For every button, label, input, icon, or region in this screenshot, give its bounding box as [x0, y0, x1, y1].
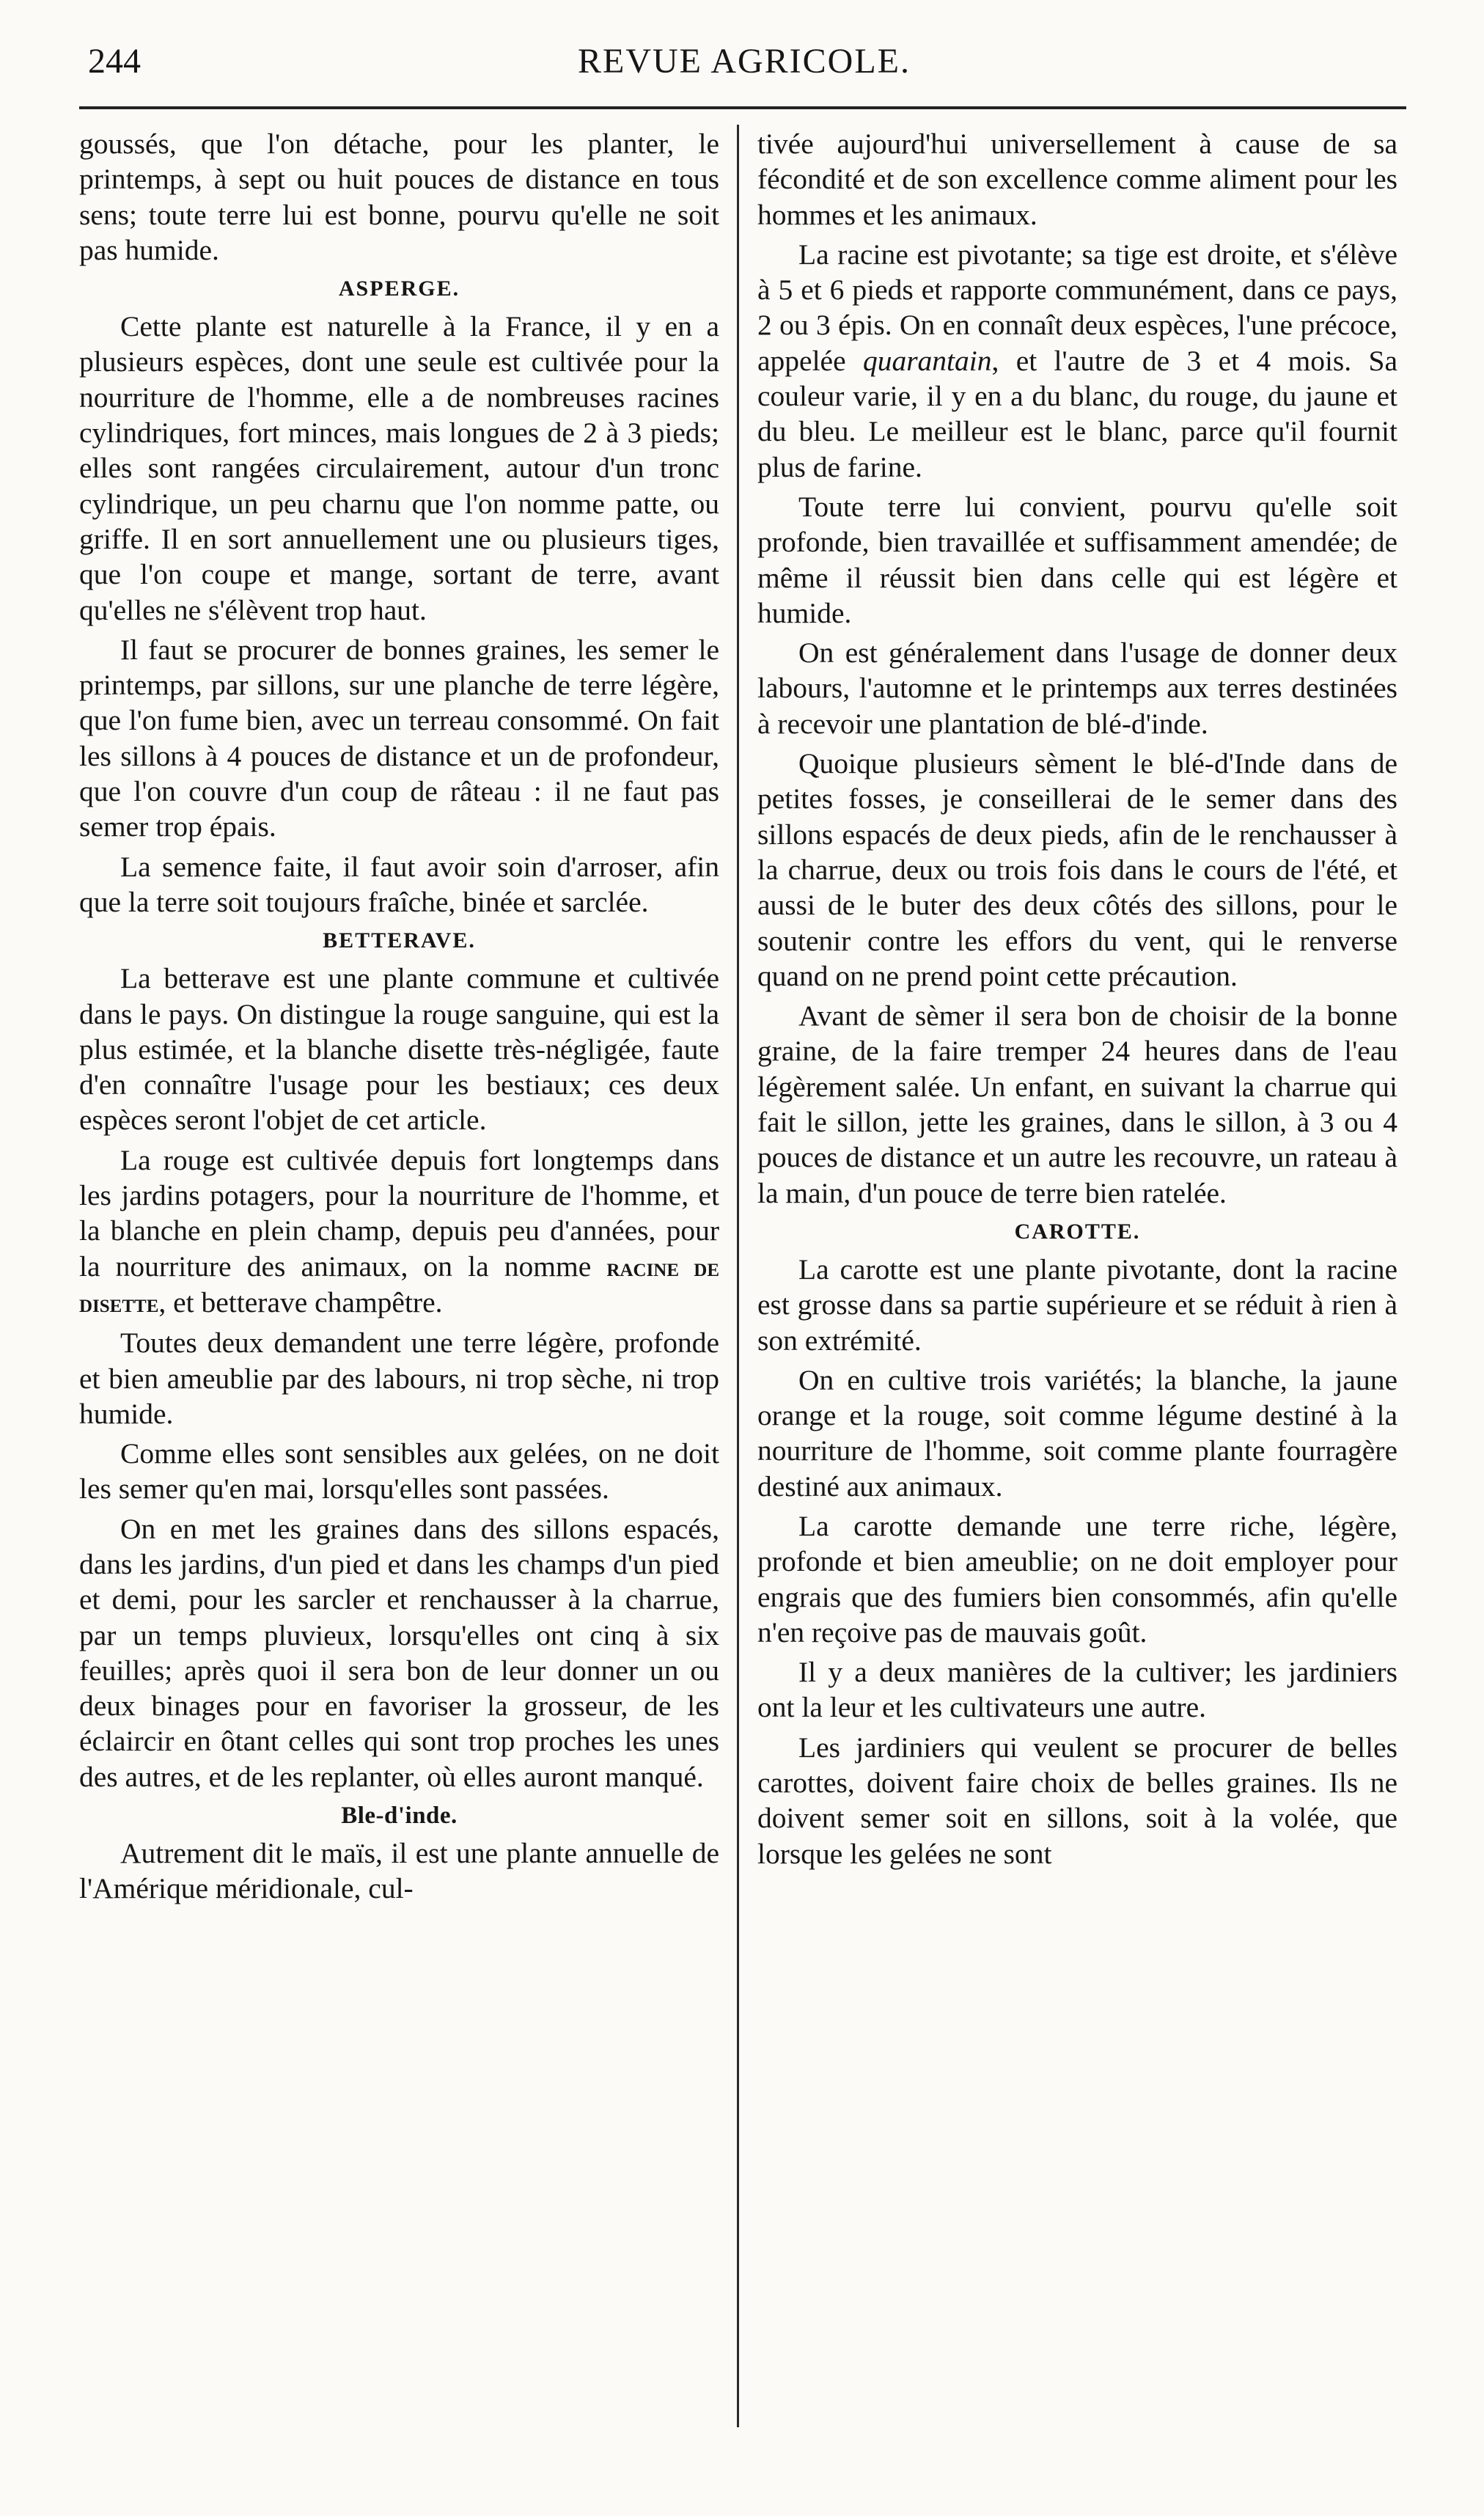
paragraph: On en met les graines dans des sillons espacés, dans les jardins, d'un pied et dans les champs d'un pied et demi, pour les sarcler et renchausser à la charrue, par un temps pluvieux, lorsqu'elles ont cinq à six feuilles; après quoi il sera bon de leur donner un ou deux binages pour en favoriser la grosseur, de les éclaircir en ôtant celles qui sont trop proches les unes des autres, et de les replanter, où elles auront manqué.: [79, 1512, 719, 1793]
italic-term: quarantain: [862, 344, 992, 377]
header-rule: [79, 106, 1406, 109]
paragraph: Autrement dit le maïs, il est une plante annuelle de l'Amérique méridionale, cul-: [79, 1837, 719, 1905]
paragraph: Il faut se procurer de bonnes graines, les semer le printemps, par sillons, sur une planche de terre légère, que l'on fume bien, avec un terreau consommé. On fait les sillons à 4 pouces de distance et un de profondeur, que l'on couvre d'un coup de râteau : il ne faut pas semer trop épais.: [79, 633, 719, 843]
text-run: , et betterave champêtre.: [158, 1285, 443, 1318]
paragraph: Comme elles sont sensibles aux gelées, on ne doit les semer qu'en mai, lorsqu'elles sont passées.: [79, 1437, 719, 1505]
paragraph: Il y a deux manières de la cultiver; les jardiniers ont la leur et les cultivateurs une autre.: [757, 1656, 1397, 1724]
text-run: La rouge est cultivée depuis fort longtemps dans les jardins potagers, pour la nourriture de l'homme, et la blanche en plein champ, depuis peu d'années, pour la nourriture des animaux, on la nomme: [79, 1143, 719, 1283]
paragraph: Quoique plusieurs sèment le blé-d'Inde dans de petites fosses, je conseillerai de le semer dans des sillons espacés de deux pieds, afin de le renchausser à la charrue, deux ou trois fois dans le cours de l'été, et aussi de le buter des deux côtés des sillons, pour le soutenir contre les effors du vent, qui le renverse quand on ne prend point cette précaution.: [757, 747, 1397, 992]
right-column: [757, 126, 1397, 1876]
paragraph: Les jardiniers qui veulent se procurer de belles carottes, doivent faire choix de belles graines. Ils ne doivent semer soit en sillons, soit à la volée, que lorsque les gelées ne sont: [757, 1731, 1397, 1870]
small-caps-term: racine de disette: [79, 1252, 720, 1318]
page-header: [88, 35, 1400, 92]
paragraph: Toutes deux demandent une terre légère, profonde et bien ameublie par des labours, ni trop sèche, ni trop humide.: [79, 1327, 719, 1430]
paragraph: Avant de sèmer il sera bon de choisir de la bonne graine, de la faire tremper 24 heures dans de l'eau légèrement salée. Un enfant, en suivant la charrue qui fait le sillon, jette les graines, dans le sillon, à 3 ou 4 pouces de distance et un autre les recouvre, un rateau à la main, d'un pouce de terre bien ratelée.: [757, 1000, 1397, 1209]
paragraph: Cette plante est naturelle à la France, il y en a plusieurs espèces, dont une seule est cultivée pour la nourriture de l'homme, elle a de nombreuses racines cylindriques, fort minces, mais longues de 2 à 3 pieds; elles sont rangées circulairement, autour d'un tronc cylindrique, un peu charnu que l'on nomme patte, ou griffe. Il en sort annuellement une ou plusieurs tiges, que l'on coupe et mange, sortant de terre, avant qu'elles ne s'élèvent trop haut.: [79, 310, 719, 626]
section-heading-asperge: ASPERGE.: [338, 276, 460, 301]
paragraph: La carotte est une plante pivotante, dont la racine est grosse dans sa partie supérieure et se réduit à rien à son extrémité.: [757, 1253, 1397, 1357]
text-run: , et l'autre de 3 et 4 mois. Sa couleur varie, il y en a du blanc, du rouge, du jaune et du bleu. Le meilleur est le blanc, parce qu'il fournit plus de farine.: [757, 344, 1397, 483]
text-run: La racine est pivotante; sa tige est droite, et s'élève à 5 et 6 pieds et rapporte communément, dans ce pays, 2 ou 3 épis. On en connaît deux espèces, l'une précoce, appelée: [757, 238, 1397, 377]
column-divider: [737, 125, 739, 2427]
running-title: REVUE AGRICOLE.: [578, 42, 911, 81]
paragraph: La semence faite, il faut avoir soin d'arroser, afin que la terre soit toujours fraîche, binée et sarclée.: [79, 850, 719, 918]
section-heading-carotte: CAROTTE.: [1014, 1219, 1141, 1244]
section-heading-betterave: BETTERAVE.: [323, 928, 476, 953]
paragraph: On en cultive trois variétés; la blanche, la jaune orange et la rouge, soit comme légume destiné à la nourriture de l'homme, soit comme plante fourragère destiné aux animaux.: [757, 1363, 1397, 1503]
paragraph: La betterave est une plante commune et cultivée dans le pays. On distingue la rouge sanguine, qui est la plus estimée, et la blanche disette très-négligée, faute d'en connaître l'usage pour les bestiaux; ces deux espèces seront l'objet de cet article.: [79, 962, 719, 1137]
paragraph: goussés, que l'on détache, pour les planter, le printemps, à sept ou huit pouces de distance en tous sens; toute terre lui est bonne, pourvu qu'elle ne soit pas humide.: [79, 128, 719, 266]
paragraph: [79, 1143, 719, 1321]
paragraph: On est généralement dans l'usage de donner deux labours, l'automne et le printemps aux terres destinées à recevoir une plantation de blé-d'inde.: [757, 637, 1397, 740]
paragraph: Toute terre lui convient, pourvu qu'elle soit profonde, bien travaillée et suffisamment amendée; de même il réussit bien dans celle qui est légère et humide.: [757, 490, 1397, 629]
page-number: 244: [88, 42, 141, 81]
left-column: [79, 126, 719, 1911]
paragraph: [757, 237, 1397, 485]
paragraph: La carotte demande une terre riche, légère, profonde et bien ameublie; on ne doit employer pour engrais que des fumiers bien consommés, afin qu'elle n'en reçoive pas de mauvais goût.: [757, 1509, 1397, 1648]
section-heading-ble-d-inde: Ble-d'inde.: [341, 1802, 458, 1830]
paragraph: tivée aujourd'hui universellement à cause de sa fécondité et de son excellence comme aliment pour les hommes et les animaux.: [757, 128, 1397, 231]
